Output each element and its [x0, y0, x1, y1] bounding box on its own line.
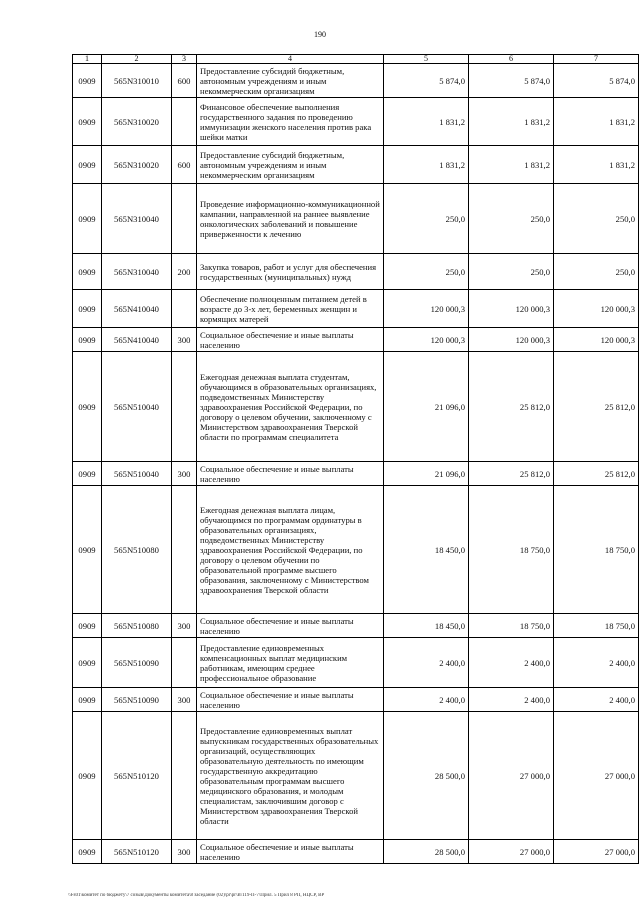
header-col-6: 6 — [469, 55, 554, 64]
amount-col-7-cell: 27 000,0 — [554, 840, 639, 864]
table-row — [73, 98, 639, 146]
expense-type-cell: 300 — [172, 840, 197, 864]
section-code-cell: 0909 — [73, 184, 102, 254]
amount-col-5-cell: 5 874,0 — [384, 64, 469, 98]
section-code-cell: 0909 — [73, 638, 102, 688]
description-cell: Социальное обеспечение и иные выплаты населению — [197, 840, 384, 864]
amount-col-5-cell: 2 400,0 — [384, 638, 469, 688]
amount-col-6-cell: 5 874,0 — [469, 64, 554, 98]
amount-col-5-cell: 120 000,3 — [384, 328, 469, 352]
header-col-7: 7 — [554, 55, 639, 64]
budget-table — [72, 54, 639, 864]
description-cell: Социальное обеспечение и иные выплаты населению — [197, 688, 384, 712]
amount-col-7-cell: 2 400,0 — [554, 688, 639, 712]
amount-col-6-cell: 2 400,0 — [469, 688, 554, 712]
expense-type-cell: 600 — [172, 146, 197, 184]
header-col-2: 2 — [102, 55, 172, 64]
description-cell: Предоставление субсидий бюджетным, автономным учреждениям и иным некоммерческим организациям — [197, 64, 384, 98]
amount-col-6-cell: 1 831,2 — [469, 98, 554, 146]
section-code-cell: 0909 — [73, 290, 102, 328]
header-col-3: 3 — [172, 55, 197, 64]
amount-col-6-cell: 120 000,3 — [469, 328, 554, 352]
amount-col-7-cell: 250,0 — [554, 254, 639, 290]
amount-col-6-cell: 120 000,3 — [469, 290, 554, 328]
description-cell: Предоставление субсидий бюджетным, автономным учреждениям и иным некоммерческим организациям — [197, 146, 384, 184]
expense-type-cell: 600 — [172, 64, 197, 98]
table-row — [73, 840, 639, 864]
table-row — [73, 712, 639, 840]
header-col-1: 1 — [73, 55, 102, 64]
header-col-4: 4 — [197, 55, 384, 64]
amount-col-5-cell: 1 831,2 — [384, 98, 469, 146]
section-code-cell: 0909 — [73, 352, 102, 462]
amount-col-5-cell: 28 500,0 — [384, 840, 469, 864]
description-cell: Предоставление единовременных компенсационных выплат медицинским работникам, имеющим среднее профессиональное образование — [197, 638, 384, 688]
section-code-cell: 0909 — [73, 712, 102, 840]
target-article-cell: 565N510040 — [102, 352, 172, 462]
amount-col-5-cell: 21 096,0 — [384, 462, 469, 486]
expense-type-cell — [172, 712, 197, 840]
target-article-cell: 565N510080 — [102, 486, 172, 614]
amount-col-6-cell: 1 831,2 — [469, 146, 554, 184]
description-cell: Закупка товаров, работ и услуг для обеспечения государственных (муниципальных) нужд — [197, 254, 384, 290]
target-article-cell: 565N510090 — [102, 638, 172, 688]
amount-col-6-cell: 2 400,0 — [469, 638, 554, 688]
section-code-cell: 0909 — [73, 462, 102, 486]
target-article-cell: 565N510120 — [102, 712, 172, 840]
table-row — [73, 184, 639, 254]
description-cell: Социальное обеспечение и иные выплаты населению — [197, 328, 384, 352]
expense-type-cell — [172, 486, 197, 614]
table-row — [73, 352, 639, 462]
section-code-cell: 0909 — [73, 328, 102, 352]
page-number: 190 — [314, 30, 326, 39]
section-code-cell: 0909 — [73, 146, 102, 184]
section-code-cell: 0909 — [73, 614, 102, 638]
amount-col-7-cell: 5 874,0 — [554, 64, 639, 98]
target-article-cell: 565N510080 — [102, 614, 172, 638]
target-article-cell: 565N510040 — [102, 462, 172, 486]
description-cell: Предоставление единовременных выплат выпускникам государственных образовательных организаций, осуществляющих образовательную деятельность по имеющим государственную аккредитацию образовательным программам высшего медицинского образования, и молодым специалистам, заключившим договор с Министерством здравоохранения Тверской области — [197, 712, 384, 840]
table-row — [73, 254, 639, 290]
section-code-cell: 0909 — [73, 64, 102, 98]
file-path-footer: \\Fs01\комитет по бюджету\7 созыв\Документы комитета\8 заседание (02)\pr\pr\B\119-П-7\Прил. 5 Прил 8 РП, НЦСР, ВР — [68, 893, 325, 898]
section-code-cell: 0909 — [73, 688, 102, 712]
expense-type-cell: 200 — [172, 254, 197, 290]
amount-col-5-cell: 18 450,0 — [384, 614, 469, 638]
description-cell: Финансовое обеспечение выполнения государственного задания по проведению иммунизации женского населения против рака шейки матки — [197, 98, 384, 146]
section-code-cell: 0909 — [73, 254, 102, 290]
amount-col-5-cell: 28 500,0 — [384, 712, 469, 840]
description-cell: Ежегодная денежная выплата студентам, обучающимся в образовательных организациях, подведомственных Министерству здравоохранения Российской Федерации, по договору о целевом обучении, заключенному с Министерством здравоохранения Тверской области по программам специалитета — [197, 352, 384, 462]
amount-col-6-cell: 18 750,0 — [469, 486, 554, 614]
target-article-cell: 565N310040 — [102, 184, 172, 254]
amount-col-7-cell: 120 000,3 — [554, 290, 639, 328]
amount-col-5-cell: 18 450,0 — [384, 486, 469, 614]
table-row — [73, 462, 639, 486]
description-cell: Социальное обеспечение и иные выплаты населению — [197, 462, 384, 486]
table-row — [73, 486, 639, 614]
amount-col-6-cell: 27 000,0 — [469, 840, 554, 864]
section-code-cell: 0909 — [73, 486, 102, 614]
amount-col-5-cell: 2 400,0 — [384, 688, 469, 712]
target-article-cell: 565N410040 — [102, 290, 172, 328]
description-cell: Обеспечение полноценным питанием детей в возрасте до 3-х лет, беременных женщин и кормящих матерей — [197, 290, 384, 328]
amount-col-7-cell: 250,0 — [554, 184, 639, 254]
amount-col-6-cell: 27 000,0 — [469, 712, 554, 840]
target-article-cell: 565N310020 — [102, 98, 172, 146]
table-row — [73, 688, 639, 712]
section-code-cell: 0909 — [73, 98, 102, 146]
amount-col-6-cell: 25 812,0 — [469, 352, 554, 462]
amount-col-7-cell: 25 812,0 — [554, 462, 639, 486]
table-row — [73, 328, 639, 352]
amount-col-6-cell: 250,0 — [469, 184, 554, 254]
target-article-cell: 565N410040 — [102, 328, 172, 352]
amount-col-6-cell: 18 750,0 — [469, 614, 554, 638]
expense-type-cell: 300 — [172, 328, 197, 352]
amount-col-7-cell: 120 000,3 — [554, 328, 639, 352]
amount-col-5-cell: 250,0 — [384, 254, 469, 290]
expense-type-cell — [172, 352, 197, 462]
expense-type-cell: 300 — [172, 688, 197, 712]
amount-col-6-cell: 25 812,0 — [469, 462, 554, 486]
target-article-cell: 565N510120 — [102, 840, 172, 864]
table-row — [73, 614, 639, 638]
description-cell: Социальное обеспечение и иные выплаты населению — [197, 614, 384, 638]
amount-col-5-cell: 1 831,2 — [384, 146, 469, 184]
amount-col-5-cell: 21 096,0 — [384, 352, 469, 462]
amount-col-7-cell: 2 400,0 — [554, 638, 639, 688]
section-code-cell: 0909 — [73, 840, 102, 864]
amount-col-7-cell: 18 750,0 — [554, 614, 639, 638]
target-article-cell: 565N310010 — [102, 64, 172, 98]
description-cell: Проведение информационно-коммуникационной кампании, направленной на раннее выявление онкологических заболеваний и повышение приверженности к лечению — [197, 184, 384, 254]
amount-col-6-cell: 250,0 — [469, 254, 554, 290]
description-cell: Ежегодная денежная выплата лицам, обучающимся по программам ординатуры в образовательных организациях, подведомственных Министерству здравоохранения Российской Федерации, по договору о целевом обучении по образовательной программе высшего образования, заключенному с Министерством здравоохранения Тверской области — [197, 486, 384, 614]
expense-type-cell: 300 — [172, 614, 197, 638]
expense-type-cell — [172, 184, 197, 254]
amount-col-7-cell: 25 812,0 — [554, 352, 639, 462]
header-row — [73, 55, 639, 64]
target-article-cell: 565N310040 — [102, 254, 172, 290]
expense-type-cell — [172, 290, 197, 328]
amount-col-7-cell: 18 750,0 — [554, 486, 639, 614]
target-article-cell: 565N510090 — [102, 688, 172, 712]
amount-col-7-cell: 1 831,2 — [554, 146, 639, 184]
target-article-cell: 565N310020 — [102, 146, 172, 184]
table-row — [73, 290, 639, 328]
amount-col-7-cell: 1 831,2 — [554, 98, 639, 146]
table-row — [73, 638, 639, 688]
table-row — [73, 64, 639, 98]
amount-col-5-cell: 120 000,3 — [384, 290, 469, 328]
amount-col-7-cell: 27 000,0 — [554, 712, 639, 840]
expense-type-cell — [172, 638, 197, 688]
table-row — [73, 146, 639, 184]
expense-type-cell — [172, 98, 197, 146]
expense-type-cell: 300 — [172, 462, 197, 486]
amount-col-5-cell: 250,0 — [384, 184, 469, 254]
header-col-5: 5 — [384, 55, 469, 64]
